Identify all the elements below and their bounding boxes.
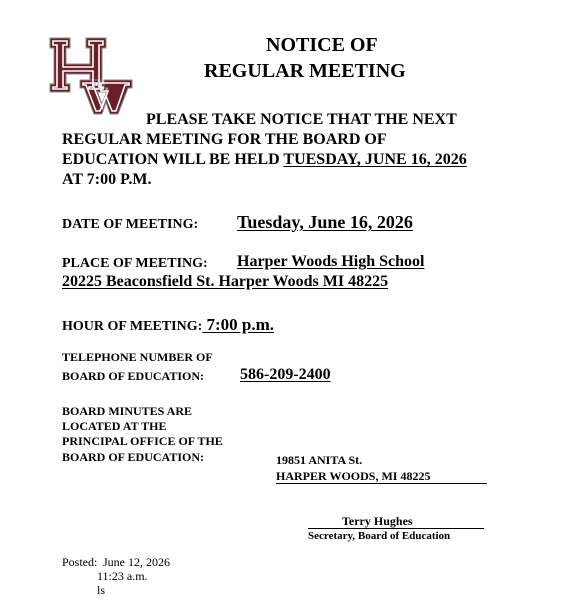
notice-body-line3 [62, 151, 467, 169]
place-value: Harper Woods High School [237, 253, 425, 270]
hour-label [62, 315, 274, 335]
notice-title-line2: REGULAR MEETING [204, 60, 406, 82]
place-address: 20225 Beaconsfield St. Harper Woods MI 48225 [62, 273, 389, 290]
notice-title-line1: NOTICE OF [266, 34, 378, 56]
notice-body-line4: AT 7:00 P.M. [62, 171, 152, 188]
phone-label-line2: BOARD OF EDUCATION: [62, 369, 205, 383]
hour-label-text: HOUR OF MEETING: [62, 319, 203, 334]
minutes-label-line1: BOARD MINUTES ARE [62, 404, 193, 418]
posted-time: 11:23 a.m. [97, 569, 148, 583]
place-label: PLACE OF MEETING: [62, 256, 208, 271]
posted-label: Posted: [62, 555, 98, 569]
notice-body-line2: REGULAR MEETING FOR THE BOARD OF [62, 131, 387, 148]
date-value: Tuesday, June 16, 2026 [237, 212, 413, 232]
signature-line [308, 528, 484, 529]
signature-title: Secretary, Board of Education [308, 530, 451, 542]
minutes-label-line2: LOCATED AT THE [62, 419, 167, 433]
notice-body-line3-prefix: EDUCATION WILL BE HELD [62, 151, 284, 168]
minutes-address-line1: 19851 ANITA St. [276, 453, 363, 467]
harper-woods-logo [48, 36, 134, 116]
posted-date: June 12, 2026 [103, 555, 170, 569]
minutes-address-line2: HARPER WOODS, MI 48225 [276, 469, 431, 483]
phone-value: 586-209-2400 [240, 366, 331, 383]
date-label: DATE OF MEETING: [62, 217, 199, 232]
notice-meeting-date: TUESDAY, JUNE 16, 2026 [283, 151, 467, 168]
signature-name: Terry Hughes [342, 514, 413, 528]
minutes-address-underline [276, 483, 487, 484]
phone-label-line1: TELEPHONE NUMBER OF [62, 350, 213, 364]
posted-initials: ls [97, 583, 106, 597]
minutes-label-line3: PRINCIPAL OFFICE OF THE [62, 434, 223, 448]
notice-body-line1: PLEASE TAKE NOTICE THAT THE NEXT [146, 111, 457, 128]
minutes-label-line4: BOARD OF EDUCATION: [62, 450, 205, 464]
hour-value: 7:00 p.m. [202, 315, 275, 334]
